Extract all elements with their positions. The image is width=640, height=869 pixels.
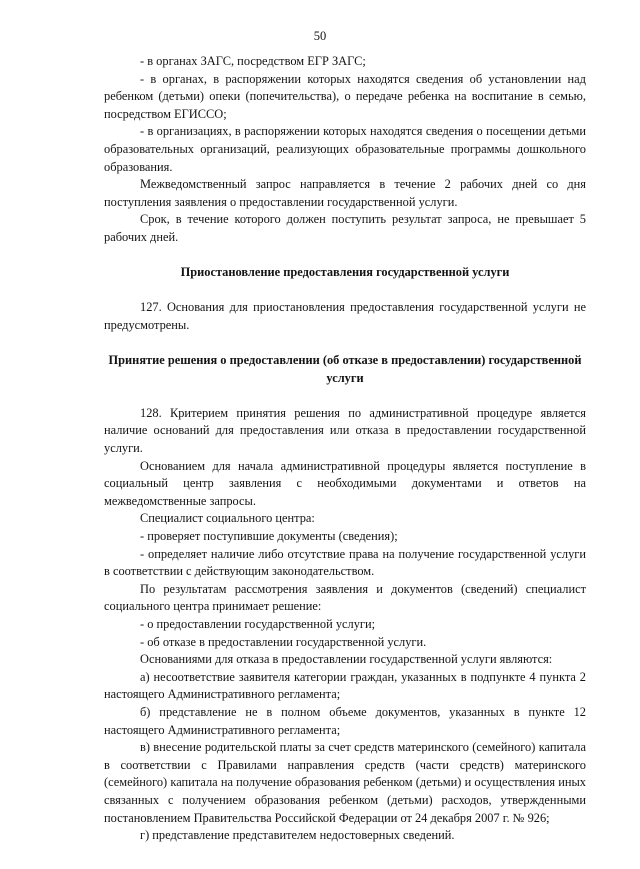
paragraph: - определяет наличие либо отсутствие права на получение государственной услуги в соответствии с действующим законодательством. <box>104 546 586 579</box>
spacer <box>104 247 586 265</box>
paragraph: - в органах, в распоряжении которых находятся сведения об установлении над ребенком (детьми) опеки (попечительства), о передаче ребенка на воспитание в семью, посредством ЕГИССО; <box>104 71 586 121</box>
paragraph: Основанием для начала административной процедуры является поступление в социальный центр заявления с необходимыми документами и ответов на межведомственные запросы. <box>104 458 586 508</box>
paragraph: - в организациях, в распоряжении которых находятся сведения о посещении детьми образовательных организаций, реализующих образовательные программы дошкольного образования. <box>104 124 586 174</box>
spacer <box>104 282 586 300</box>
paragraph: Специалист социального центра: <box>140 511 315 526</box>
document-body <box>104 53 586 845</box>
section-heading: Принятие решения о предоставлении (об отказе в предоставлении) государственной услуги <box>108 353 582 385</box>
paragraph: - о предоставлении государственной услуги; <box>140 617 376 631</box>
spacer <box>104 387 586 405</box>
paragraph: - в органах ЗАГС, посредством ЕГР ЗАГС; <box>140 54 366 68</box>
paragraph: б) представление не в полном объеме документов, указанных в пункте 12 настоящего Административного регламента; <box>104 704 586 737</box>
paragraph: 128. Критерием принятия решения по административной процедуре является наличие оснований для предоставления или отказа в предоставлении государственной услуги. <box>104 405 586 456</box>
paragraph: Межведомственный запрос направляется в течение 2 рабочих дней со дня поступления заявления о предоставлении государственной услуги. <box>104 177 586 209</box>
paragraph: По результатам рассмотрения заявления и документов (сведений) специалист социального центра принимает решение: <box>104 581 586 614</box>
spacer <box>104 335 586 353</box>
paragraph: - проверяет поступившие документы (сведения); <box>140 529 398 544</box>
paragraph: г) представление представителем недостоверных сведений. <box>140 828 455 843</box>
section-heading: Приостановление предоставления государственной услуги <box>180 265 510 280</box>
paragraph: Основаниями для отказа в предоставлении государственной услуги являются: <box>140 652 553 667</box>
paragraph: Срок, в течение которого должен поступить результат запроса, не превышает 5 рабочих дней. <box>104 212 586 244</box>
paragraph: 127. Основания для приостановления предоставления государственной услуги не предусмотрены. <box>104 300 586 332</box>
page-number: 50 <box>313 29 327 43</box>
paragraph: в) внесение родительской платы за счет средств материнского (семейного) капитала в соответствии с Правилами направления средств (части средств) материнского (семейного) капитала на получение образования ребенком (детьми) и осуществления иных связанных с получением образования ребенком (детьми) расходов, утвержденными постановлением Правительства Российской Федерации от 24 декабря 2007 г. № 926; <box>104 740 586 825</box>
paragraph: - об отказе в предоставлении государственной услуги. <box>140 634 427 649</box>
paragraph: а) несоответствие заявителя категории граждан, указанных в подпункте 4 пункта 2 настоящего Административного регламента; <box>104 669 586 702</box>
